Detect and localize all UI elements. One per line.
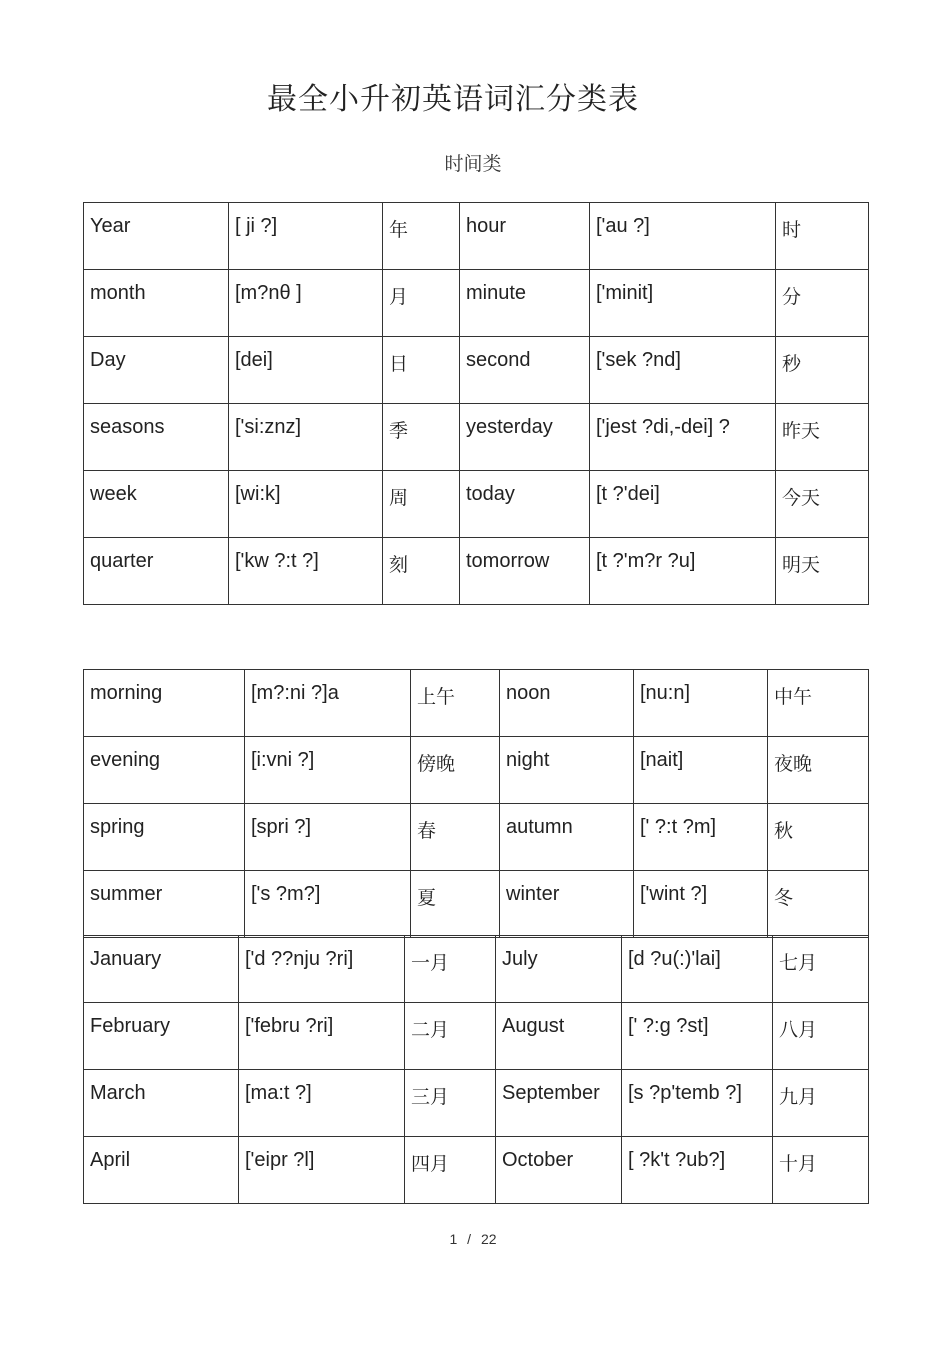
phonetic-cell: [ ji ?] <box>229 203 383 270</box>
english-word-cell: morning <box>84 670 245 737</box>
phonetic-cell: [' ?:t ?m] <box>634 804 768 871</box>
table-row <box>84 1137 869 1204</box>
english-word-cell: January <box>84 936 239 1003</box>
english-word-cell: April <box>84 1137 239 1204</box>
phonetic-cell: [spri ?] <box>245 804 411 871</box>
chinese-meaning-cell: 日 <box>383 337 460 404</box>
table-row <box>84 203 869 270</box>
vocab-table-time <box>83 202 869 605</box>
phonetic-cell: [m?:ni ?]a <box>245 670 411 737</box>
english-word-cell: minute <box>460 270 590 337</box>
table-row <box>84 871 869 938</box>
table-row <box>84 804 869 871</box>
phonetic-cell: [d ?u(:)'lai] <box>622 936 773 1003</box>
chinese-meaning-cell: 傍晚 <box>411 737 500 804</box>
table-row <box>84 337 869 404</box>
page-current: 1 <box>449 1231 458 1247</box>
chinese-meaning-cell: 七月 <box>773 936 869 1003</box>
english-word-cell: tomorrow <box>460 538 590 605</box>
phonetic-cell: ['d ??nju ?ri] <box>239 936 405 1003</box>
phonetic-cell: ['s ?m?] <box>245 871 411 938</box>
phonetic-cell: [ ?k't ?ub?] <box>622 1137 773 1204</box>
english-word-cell: February <box>84 1003 239 1070</box>
english-word-cell: today <box>460 471 590 538</box>
phonetic-cell: ['si:znz] <box>229 404 383 471</box>
section-heading: 时间类 <box>444 153 502 175</box>
page-number <box>0 1231 946 1247</box>
english-word-cell: winter <box>500 871 634 938</box>
english-word-cell: month <box>84 270 229 337</box>
chinese-meaning-cell: 秒 <box>776 337 869 404</box>
chinese-meaning-cell: 今天 <box>776 471 869 538</box>
table-row <box>84 737 869 804</box>
chinese-meaning-cell: 四月 <box>405 1137 496 1204</box>
english-word-cell: August <box>496 1003 622 1070</box>
chinese-meaning-cell: 周 <box>383 471 460 538</box>
phonetic-cell: [nu:n] <box>634 670 768 737</box>
phonetic-cell: [s ?p'temb ?] <box>622 1070 773 1137</box>
english-word-cell: quarter <box>84 538 229 605</box>
table-row <box>84 1070 869 1137</box>
english-word-cell: July <box>496 936 622 1003</box>
chinese-meaning-cell: 十月 <box>773 1137 869 1204</box>
page-separator: / <box>467 1231 472 1247</box>
phonetic-cell: [t ?'dei] <box>590 471 776 538</box>
chinese-meaning-cell: 八月 <box>773 1003 869 1070</box>
chinese-meaning-cell: 二月 <box>405 1003 496 1070</box>
phonetic-cell: ['wint ?] <box>634 871 768 938</box>
phonetic-cell: [' ?:g ?st] <box>622 1003 773 1070</box>
english-word-cell: September <box>496 1070 622 1137</box>
table-row <box>84 404 869 471</box>
table-row <box>84 1003 869 1070</box>
chinese-meaning-cell: 中午 <box>768 670 869 737</box>
table-row <box>84 471 869 538</box>
chinese-meaning-cell: 刻 <box>383 538 460 605</box>
chinese-meaning-cell: 分 <box>776 270 869 337</box>
english-word-cell: second <box>460 337 590 404</box>
vocab-table-daytime-seasons <box>83 669 869 938</box>
chinese-meaning-cell: 夏 <box>411 871 500 938</box>
page-title: 最全小升初英语词汇分类表 <box>267 82 639 117</box>
phonetic-cell: [dei] <box>229 337 383 404</box>
chinese-meaning-cell: 年 <box>383 203 460 270</box>
english-word-cell: Year <box>84 203 229 270</box>
chinese-meaning-cell: 春 <box>411 804 500 871</box>
chinese-meaning-cell: 明天 <box>776 538 869 605</box>
phonetic-cell: [t ?'m?r ?u] <box>590 538 776 605</box>
chinese-meaning-cell: 时 <box>776 203 869 270</box>
vocab-table-months <box>83 935 869 1204</box>
phonetic-cell: [nait] <box>634 737 768 804</box>
english-word-cell: March <box>84 1070 239 1137</box>
english-word-cell: Day <box>84 337 229 404</box>
table-row <box>84 936 869 1003</box>
english-word-cell: week <box>84 471 229 538</box>
phonetic-cell: ['eipr ?l] <box>239 1137 405 1204</box>
english-word-cell: October <box>496 1137 622 1204</box>
phonetic-cell: [i:vni ?] <box>245 737 411 804</box>
english-word-cell: night <box>500 737 634 804</box>
chinese-meaning-cell: 一月 <box>405 936 496 1003</box>
chinese-meaning-cell: 九月 <box>773 1070 869 1137</box>
phonetic-cell: ['febru ?ri] <box>239 1003 405 1070</box>
chinese-meaning-cell: 季 <box>383 404 460 471</box>
chinese-meaning-cell: 上午 <box>411 670 500 737</box>
chinese-meaning-cell: 秋 <box>768 804 869 871</box>
chinese-meaning-cell: 月 <box>383 270 460 337</box>
english-word-cell: spring <box>84 804 245 871</box>
chinese-meaning-cell: 夜晚 <box>768 737 869 804</box>
page-total: 22 <box>480 1231 497 1247</box>
phonetic-cell: ['minit] <box>590 270 776 337</box>
english-word-cell: evening <box>84 737 245 804</box>
english-word-cell: yesterday <box>460 404 590 471</box>
english-word-cell: noon <box>500 670 634 737</box>
english-word-cell: hour <box>460 203 590 270</box>
table-row <box>84 538 869 605</box>
english-word-cell: summer <box>84 871 245 938</box>
table-row <box>84 270 869 337</box>
english-word-cell: autumn <box>500 804 634 871</box>
english-word-cell: seasons <box>84 404 229 471</box>
phonetic-cell: [wi:k] <box>229 471 383 538</box>
table-row <box>84 670 869 737</box>
phonetic-cell: ['au ?] <box>590 203 776 270</box>
phonetic-cell: [ma:t ?] <box>239 1070 405 1137</box>
phonetic-cell: [m?nθ ] <box>229 270 383 337</box>
phonetic-cell: ['jest ?di,-dei] ? <box>590 404 776 471</box>
phonetic-cell: ['kw ?:t ?] <box>229 538 383 605</box>
phonetic-cell: ['sek ?nd] <box>590 337 776 404</box>
chinese-meaning-cell: 冬 <box>768 871 869 938</box>
chinese-meaning-cell: 三月 <box>405 1070 496 1137</box>
chinese-meaning-cell: 昨天 <box>776 404 869 471</box>
